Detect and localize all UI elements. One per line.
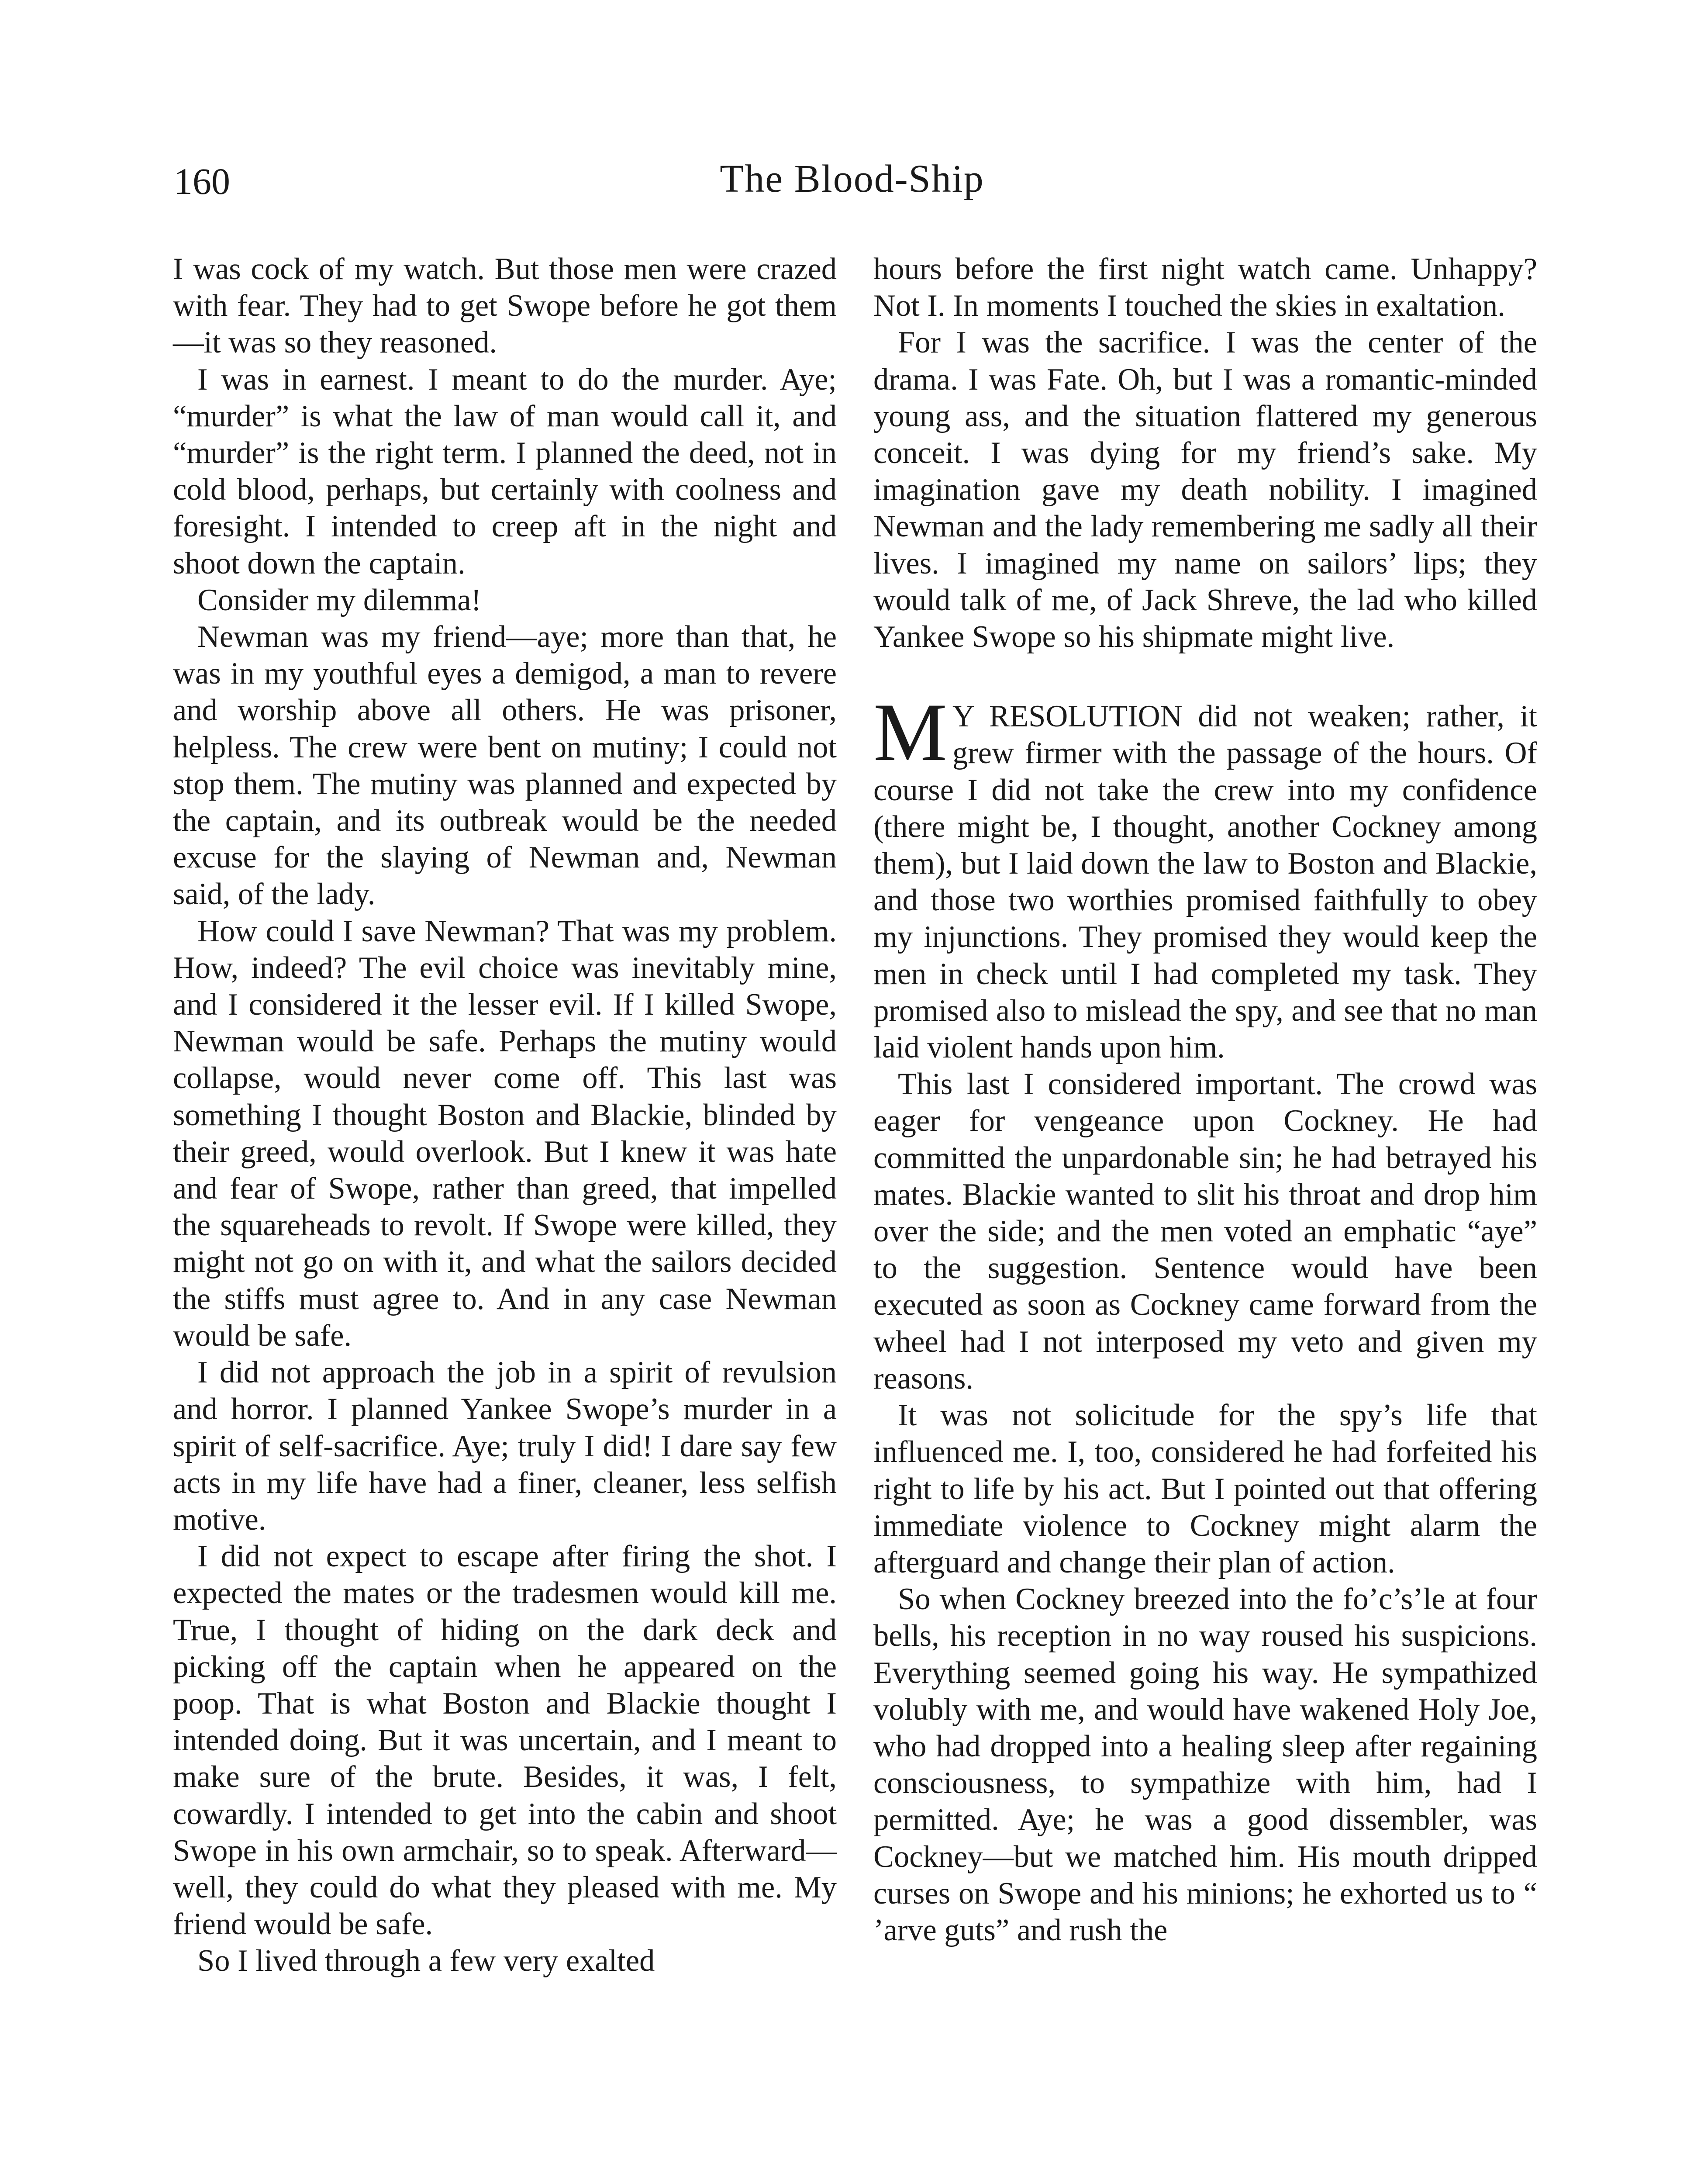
drop-cap: M [873,687,947,779]
section-opening-paragraph [873,687,1537,1066]
right-column [873,251,1537,1949]
left-column [173,251,837,1980]
running-title: The Blood-Ship [720,157,984,200]
paragraph: Newman was my friend—aye; more than that, he was in my youthful eyes a demigod, a man to revere and worship above all others. He was prisoner, helpless. The crew were bent on mutiny; I could not stop them. The mutiny was planned and expected by the captain, and its outbreak would be the needed excuse for the slaying of Newman and, Newman said, of the lady. [173,620,837,912]
page-number: 160 [174,160,230,202]
paragraph: hours before the first night watch came. Unhappy? Not I. In moments I touched the skies in exaltation. [873,252,1537,323]
paragraph-text: did not weaken; rather, it grew firmer with the passage of the hours. Of course I did not take the crew into my confidence (there might be, I thought, another Cockney among them), but I laid down the law to Boston and Blackie, and those two worthies promised faithfully to obey my injunctions. They promised they would keep the men in check until I had completed my task. They promised also to mislead the spy, and see that no man laid violent hands upon him. [873,699,1537,1065]
paragraph: I did not expect to escape after firing the shot. I expected the mates or the tradesmen would kill me. True, I thought of hiding on the dark deck and picking off the captain when he appeared on the poop. That is what Boston and Blackie thought I intended doing. But it was uncertain, and I meant to make sure of the brute. Besides, it was, I felt, cowardly. I intended to get into the cabin and shoot Swope in his own armchair, so to speak. Afterward—well, they could do what they pleased with me. My friend would be safe. [173,1539,837,1942]
paragraph: Consider my dilemma! [197,583,482,617]
paragraph: How could I save Newman? That was my problem. How, indeed? The evil choice was inevitably mine, and I considered it the lesser evil. If I killed Swope, Newman would be safe. Perhaps the mutiny would collapse, would never come off. This last was something I thought Boston and Blackie, blinded by their greed, would overlook. But I knew it was hate and fear of Swope, rather than greed, that impelled the squareheads to revolt. If Swope were killed, they might not go on with it, and what the sailors decided the stiffs must agree to. And in any case Newman would be safe. [173,914,837,1353]
paragraph: So I lived through a few very exalted [197,1944,655,1978]
paragraph: For I was the sacrifice. I was the center of the drama. I was Fate. Oh, but I was a romantic-minded young ass, and the situation flattered my generous conceit. I was dying for my friend’s sake. My imagination gave my death nobility. I imagined Newman and the lady remembering me sadly all their lives. I imagined my name on sailors’ lips; they would talk of me, of Jack Shreve, the lad who killed Yankee Swope so his shipmate might live. [873,325,1537,654]
paragraph: This last I considered important. The crowd was eager for vengeance upon Cockney. He had committed the unpardonable sin; he had betrayed his mates. Blackie wanted to slit his throat and drop him over the side; and the men voted an emphatic “aye” to the suggestion. Sentence would have been executed as soon as Cockney came forward from the wheel had I not interposed my veto and given my reasons. [873,1067,1537,1396]
lead-in-text: Y RESOLUTION [952,699,1183,734]
paragraph: So when Cockney breezed into the fo’c’s’le at four bells, his reception in no way roused his suspicions. Everything seemed going his way. He sympathized volubly with me, and would have wakened Holy Joe, who had dropped into a healing sleep after regaining consciousness, to sympathize with him, had I permitted. Aye; he was a good dissembler, was Cockney—but we matched him. His mouth dripped curses on Swope and his minions; he exhorted us to “ ’arve guts” and rush the [873,1582,1537,1947]
paragraph: I was cock of my watch. But those men were crazed with fear. They had to get Swope before he got them—it was so they reasoned. [173,252,837,360]
paragraph: It was not solicitude for the spy’s life that influenced me. I, too, considered he had forfeited his right to life by his act. But I pointed out that offering immediate violence to Cockney might alarm the afterguard and change their plan of action. [873,1398,1537,1579]
paragraph: I was in earnest. I meant to do the murder. Aye; “murder” is what the law of man would call it, and “murder” is the right term. I planned the deed, not in cold blood, perhaps, but certainly with coolness and foresight. I intended to creep aft in the night and shoot down the captain. [173,362,837,581]
paragraph: I did not approach the job in a spirit of revulsion and horror. I planned Yankee Swope’s murder in a spirit of self-sacrifice. Aye; truly I did! I dare say few acts in my life have had a finer, cleaner, less selfish motive. [173,1355,837,1537]
